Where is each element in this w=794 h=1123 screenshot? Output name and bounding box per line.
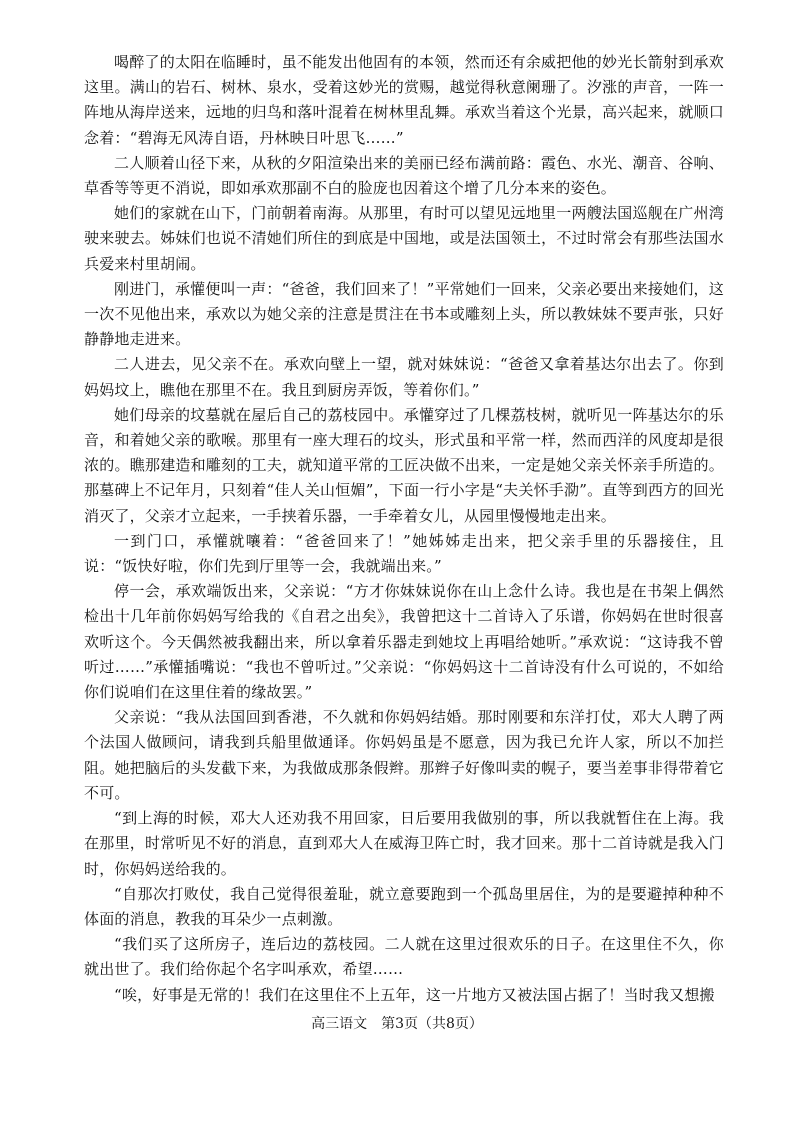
paragraph-4: 刚进门，承懽便叫一声：“爸爸，我们回来了！”平常她们一回来，父亲必要出来接她们，这一次不见他出来，承欢以为她父亲的注意是贯注在书本或雕刻上头，所以教妹妹不要声张，只好静静地走进来。 <box>84 279 724 349</box>
paragraph-2: 二人顺着山径下来，从秋的夕阳渲染出来的美丽已经布满前路：霞色、水光、潮音、谷响、草香等等更不消说，即如承欢那副不白的脸庞也因着这个增了几分本来的姿色。 <box>84 153 724 198</box>
paragraph-13: “唉，好事是无常的！我们在这里住不上五年，这一片地方又被法国占据了！当时我又想搬 <box>114 985 715 1004</box>
paragraph-8: 停一会，承欢端饭出来，父亲说：“方才你妹妹说你在山上念什么诗。我也是在书架上偶然检出十几年前你妈妈写给我的《自君之出矣》，我曾把这十二首诗入了乐谱，你妈妈在世时很喜欢听这个。今天偶然被我翻出来，所以拿着乐器走到她坟上再唱给她听。”承欢说：“这诗我不曾听过……”承懽插嘴说：“我也不曾听过。”父亲说：“你妈妈这十二首诗没有什么可说的，不如给你们说咱们在这里住着的缘故罢。” <box>84 582 724 702</box>
paragraph-1: 喝醉了的太阳在临睡时，虽不能发出他固有的本领，然而还有余威把他的妙光长箭射到承欢这里。满山的岩石、树林、泉水，受着这妙光的赏赐，越觉得秋意阑珊了。汐涨的声音，一阵一阵地从海岸送来，远地的归鸟和落叶混着在树林里乱舞。承欢当着这个光景，高兴起来，就顺口念着：“碧海无风涛自语，丹林映日叶思飞……” <box>84 53 724 147</box>
paragraph-12: “我们买了这所房子，连后边的荔枝园。二人就在这里过很欢乐的日子。在这里住不久，你就出世了。我们给你起个名字叫承欢，希望…… <box>84 935 724 979</box>
paragraph-6: 她们母亲的坟墓就在屋后自己的荔枝园中。承懽穿过了几棵荔枝树，就听见一阵基达尔的乐音，和着她父亲的歌喉。那里有一座大理石的坟头，形式虽和平常一样，然而西洋的风度却是很浓的。瞧那建造和雕刻的工夫，就知道平常的工匠决做不出来，一定是她父亲关怀亲手所造的。那墓碑上不记年月，只刻着“佳人关山恒媚”，下面一行小字是“夫关怀手泐”。直等到西方的回光消灭了，父亲才立起来，一手挟着乐器，一手牵着女儿，从园里慢慢地走出来。 <box>84 405 724 525</box>
paragraph-9: 父亲说：“我从法国回到香港，不久就和你妈妈结婚。那时刚要和东洋打仗，邓大人聘了两个法国人做顾问，请我到兵船里做通译。你妈妈虽是不愿意，因为我已允许人家，所以不加拦阻。她把脑后的头发截下来，为我做成那条假辫。那辫子好像叫卖的幌子，要当差事非得带着它不可。 <box>84 708 724 802</box>
page-footer: 高三语文 第3页（共8页） <box>311 1016 483 1032</box>
paragraph-5: 二人进去，见父亲不在。承欢向壁上一望，就对妹妹说：“爸爸又拿着基达尔出去了。你到妈妈坟上，瞧他在那里不在。我且到厨房弄饭，等着你们。” <box>84 355 724 399</box>
paragraph-10: “到上海的时候，邓大人还劝我不用回家，日后要用我做别的事，所以我就暂住在上海。我在那里，时常听见不好的消息，直到邓大人在威海卫阵亡时，我才回来。那十二首诗就是我入门时，你妈妈送给我的。 <box>84 809 724 878</box>
paragraph-7: 一到门口，承懽就嚷着：“爸爸回来了！”她姊姊走出来，把父亲手里的乐器接住，且说：“饭快好啦，你们先到厅里等一会，我就端出来。” <box>84 531 724 576</box>
page-body <box>84 50 724 1008</box>
paragraph-11: “自那次打败仗，我自己觉得很羞耻，就立意要跑到一个孤岛里居住，为的是要避掉种种不体面的消息，教我的耳朵少一点刺激。 <box>84 884 724 928</box>
paragraph-3: 她们的家就在山下，门前朝着南海。从那里，有时可以望见远地里一两艘法国巡舰在广州湾驶来驶去。姊妹们也说不清她们所住的到底是中国地，或是法国领土，不过时常会有那些法国水兵爱来村里胡闹。 <box>84 204 724 273</box>
